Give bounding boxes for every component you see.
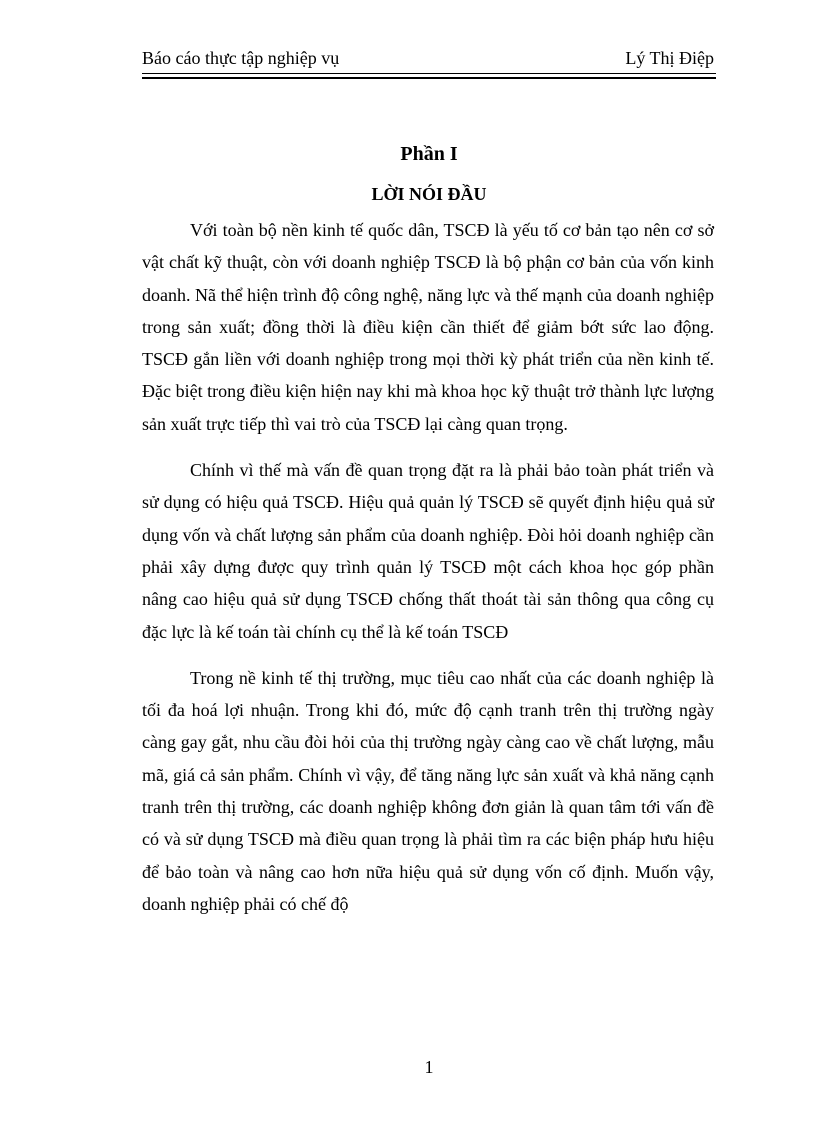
header-author: Lý Thị Điệp — [625, 48, 714, 68]
header-rule-thick — [142, 77, 716, 79]
paragraph-1: Với toàn bộ nền kinh tế quốc dân, TSCĐ là yếu tố cơ bản tạo nên cơ sở vật chất kỹ thuật, còn với doanh nghiệp TSCĐ là bộ phận cơ bản của vốn kinh doanh. Nã thể hiện trình độ công nghệ, năng lực và thế mạnh của doanh nghiệp trong sản xuất; đồng thời là điều kiện cần thiết để giảm bớt sức lao động. TSCĐ gắn liền với doanh nghiệp trong mọi thời kỳ phát triển của nền kinh tế. Đặc biệt trong điều kiện hiện nay khi mà khoa học kỹ thuật trở thành lực lượng sản xuất trực tiếp thì vai trò của TSCĐ lại càng quan trọng. — [142, 220, 714, 434]
body-text — [142, 214, 714, 934]
page-number: 1 — [424, 1057, 434, 1077]
section-subtitle: LỜI NÓI ĐẦU — [371, 184, 487, 204]
header-report-title: Báo cáo thực tập nghiệp vụ — [142, 48, 340, 68]
section-title: Phần I — [400, 143, 458, 165]
header-rule — [142, 73, 716, 74]
paragraph-3: Trong nề kinh tế thị trường, mục tiêu cao nhất của các doanh nghiệp là tối đa hoá lợi nhuận. Trong khi đó, mức độ cạnh tranh trên thị trường ngày càng gay gắt, nhu cầu đòi hỏi của thị trường ngày càng cao về chất lượng, mẫu mã, giá cả sản phẩm. Chính vì vậy, để tăng năng lực sản xuất và khả năng cạnh tranh trên thị trường, các doanh nghiệp không đơn giản là quan tâm tới vấn đề có và sử dụng TSCĐ mà điều quan trọng là phải tìm ra các biện pháp hưu hiệu để bảo toàn và nâng cao hơn nữa hiệu quả sử dụng vốn cố định. Muốn vậy, doanh nghiệp phải có chế độ — [142, 667, 714, 914]
paragraph-2: Chính vì thế mà vấn đề quan trọng đặt ra là phải bảo toàn phát triển và sử dụng có hiệu quả TSCĐ. Hiệu quả quản lý TSCĐ sẽ quyết định hiệu quả sử dụng vốn và chất lượng sản phẩm của doanh nghiệp. Đòi hỏi doanh nghiệp cần phải xây dựng được quy trình quản lý TSCĐ một cách khoa học góp phần nâng cao hiệu quả sử dụng TSCĐ chống thất thoát tài sản thông qua công cụ đặc lực là kế toán tài chính cụ thể là kế toán TSCĐ — [142, 460, 714, 642]
page-header — [142, 46, 714, 70]
